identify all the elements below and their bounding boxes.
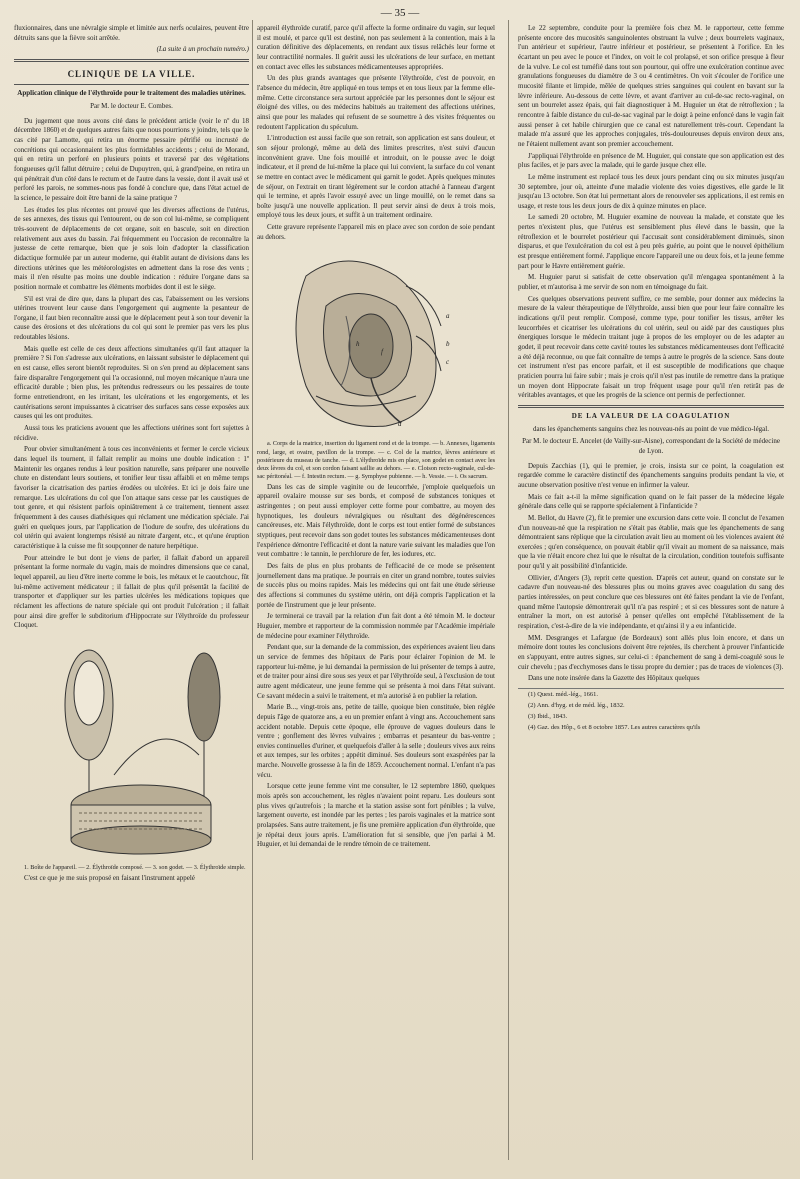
paragraph: appareil élythroïde curatif, parce qu'il affecte la forme ordinaire du vagin, sur lequel il est moulé, et parce qu'il est destiné, non pas seulement à la contention, mais à la curation définitive des déplacements, en rendant aux tissus relâchés leur forme et leur contractilité normales. Il guérit aussi les ulcérations de leur surface, en mettant en contact avec elles les substances médicamenteuses appropriées. bbox=[257, 24, 495, 71]
paragraph: Pendant que, sur la demande de la commission, des expériences avaient lieu dans un service de femmes des hôpitaux de Paris pour éclairer l'opinion de M. le rapporteur lui-même, je lui demandai la permission de lui présenter de temps à autre, et de traiter pour ainsi dire sous ses yeux et par l'élythroïde seul, à l'exclusion de tout autre agent médicateur, une jeune femme qui se présenta à moi dans l'état suivant. Ce savant médecin a suivi le traitement, et m'a autorisé à en publier la relation. bbox=[257, 643, 495, 700]
label-b: b bbox=[446, 340, 450, 349]
column-1 bbox=[14, 24, 249, 886]
paragraph: Dans une note insérée dans la Gazette des Hôpitaux quelques bbox=[528, 674, 700, 683]
paragraph: Cette gravure représente l'appareil mis en place avec son cordon de soie pendant au dehors. bbox=[257, 223, 495, 241]
article-title: DE LA VALEUR DE LA COAGULATION bbox=[571, 411, 731, 420]
footnote: (4) Gaz. des Hôp., 6 et 8 octobre 1857. Les autres caractères qu'ils bbox=[528, 723, 701, 731]
figure-caption: 1. Boîte de l'appareil. — 2. Élythroïde composé. — 3. son godet. — 3. Élythroïde simple. bbox=[24, 863, 246, 871]
label-c: c bbox=[446, 358, 450, 367]
paragraph: J'appliquai l'élythroïde en présence de M. Huguier, qui constate que son application est des plus faciles, et je pars avec la malade, qui le garde jusque chez elle. bbox=[518, 151, 784, 170]
paragraph: Ollivier, d'Angers (3), reprit cette question. D'après cet auteur, quand on constate sur le cadavre d'un nouveau-né des blessures plus ou moins graves avec coagulation du sang des parties intéressées, on peut conclure que ces blessures ont été faites pendant la vie de l'enfant, quand même l'autopsie démontrerait qu'il n'a pas respiré ; et si ces blessures sont de nature à entraîner la mort, on est autorisé à penser qu'elles ont empêché l'établissement de la respiration, c'est-à-dire de la vie indépendante, et qu'ainsi il y a eu infanticide. bbox=[518, 573, 784, 631]
divider bbox=[14, 59, 249, 62]
section-title: CLINIQUE DE LA VILLE. bbox=[67, 68, 196, 79]
instrument-engraving bbox=[19, 635, 244, 860]
anatomy-engraving bbox=[286, 246, 466, 436]
footnotes bbox=[518, 688, 784, 733]
label-h: h bbox=[356, 340, 360, 349]
paragraph: Aussi tous les praticiens avouent que les affections utérines sont fort sujettes à récidive. bbox=[14, 424, 249, 442]
paragraph: Depuis Zacchias (1), qui le premier, je crois, insista sur ce point, la coagulation est regardée comme le caractère distinctif des épanchements sanguins produits pendant la vie, et aucune observation positive n'est venue en infirmer la valeur. bbox=[518, 461, 784, 489]
article-author: Par M. le docteur E. Ancelet (de Vailly-sur-Aisne), correspondant de la Société de médecine de Lyon. bbox=[522, 437, 780, 455]
divider bbox=[14, 84, 249, 85]
footnote: (3) Ibid., 1843. bbox=[528, 712, 568, 720]
article-subtitle: dans les épanchements sanguins chez les nouveau-nés au point de vue médico-légal. bbox=[533, 424, 769, 433]
paragraph: L'introduction est aussi facile que son retrait, son application est sans douleur, et son séjour prolongé, même au delà des limites prescrites, n'est suivi d'aucun inconvénient grave. Une fois mouillé et introduit, on le pousse avec le doigt indicateur, et il prend de lui-même la place qui lui convient, la surface du col venant se mettre en contact avec le médicament qui garnit le godet. Après quelques minutes de séjour, on l'extrait en tirant légèrement sur le cordon attaché à l'anneau d'argent qui le termine, et après l'avoir essuyé avec un linge mouillé, on le remet dans sa boîte jusqu'à une nouvelle application. Il peut servir ainsi de deux à trois mois, employé tous les deux jours, et suffit à un traitement ordinaire. bbox=[257, 134, 495, 220]
column-2 bbox=[257, 24, 495, 852]
paragraph: M. Huguier parut si satisfait de cette observation qu'il m'engagea spontanément à la publier, et m'autorisa à me servir de son nom en témoignage du fait. bbox=[518, 273, 784, 292]
paragraph: Dans les cas de simple vaginite ou de leucorrhée, j'emploie quelquefois un appareil ovalaire mousse sur ses bords, et composé de substances toniques et astringentes ; on peut aussi employer cette forme pour combattre, au moyen des hypnotiques, les douleurs névralgiques ou résultant des dégénérescences cancéreuses, etc. Mais l'élythroïde, dont le corps est tout entier formé de substances styptiques, peut recevoir dans son godet toutes les substances médicamenteuses dont l'expérience démontre l'efficacité et dont la nature varie suivant les maladies que l'on veut combattre : le tannin, le perchlorure de fer, les iodures, etc. bbox=[257, 482, 495, 559]
column-rule bbox=[508, 20, 509, 1160]
paragraph: Des faits de plus en plus probants de l'efficacité de ce mode se présentent journellement dans ma pratique. Je pourrais en citer un grand nombre, toutes suivies de succès plus ou moins rapides. Mais les médecins qui ont fait une étude sérieuse des affections si communes du système utérin, ont déjà compris l'application et la portée de l'instrument que je leur présente. bbox=[257, 562, 495, 609]
paragraph: Lorsque cette jeune femme vint me consulter, le 12 septembre 1860, quelques mois après son accouchement, les règles n'avaient point reparu. Les douleurs sont plus vives qu'autrefois ; la marche et la station assise sont fort pénibles ; la vulve, largement ouverte, est inondée par les pertes ; les parois vaginales et la matrice sont prolapsées. Sans autre traitement, je fis une première application d'un élythroïde, que je répétai deux jours après. L'amélioration fut si sensible, que j'en parlai à M. Huguier, et lui demandai de le rendre témoin de ce traitement. bbox=[257, 782, 496, 849]
figure-caption: a. Corps de la matrice, insertion du ligament rond et de la trompe. — b. Annexes, ligaments rond, large, et ovaire, pavillon de la trompe. — c. Col de la matrice, lèvres antérieure et postérieure du museau de tanche. — d. L'élythroïde mis en place, son godet en contact avec les deux lèvres du col, et son cordon faisant saillie au dehors. — e. Cloison recto-vaginale, cul-de-sac péritonéal. — f. Intestin rectum. — g. Symphyse pubienne. — h. Vessie. — i. Os sacrum. bbox=[257, 440, 495, 480]
paragraph: Marie B..., vingt-trois ans, petite de taille, quoique bien constituée, bien réglée depuis l'âge de quatorze ans, a eu un premier enfant à vingt ans. Accouchement sans accident notable. Depuis cette époque, elle éprouve de vagues douleurs dans le ventre ; gonflement des lèvres vulvaires ; embarras et pesanteur du bas-ventre ; envies continuelles d'uriner, et quelquefois d'aller à la selle ; douleurs vives aux reins et aux tempes, sur les orbites ; appétit diminué. Ses douleurs sont exaspérées par la marche. Nouvelle grossesse à la fin de 1859. Accouchement normal. L'enfant n'a pas vécu. bbox=[257, 703, 495, 779]
article-title: Application clinique de l'élythroïde pour le traitement des maladies utérines. bbox=[17, 89, 246, 98]
footnote: (2) Ann. d'hyg. et de méd. lég., 1832. bbox=[528, 701, 625, 709]
column-3 bbox=[518, 24, 784, 735]
divider bbox=[518, 405, 784, 408]
label-d: d bbox=[398, 420, 402, 429]
footnote: (1) Quest. méd.-lég., 1661. bbox=[528, 691, 599, 698]
paragraph: Pour obvier simultanément à tous ces inconvénients et fermer le cercle vicieux dans lequel ils tournent, il fallait remplir au moins une double indication : 1º Maintenir les organes rendus à leur position naturelle, sans préparer une nouvelle chute en distendant leurs soutiens, et tonifier leur tissu affaibli et en même temps favoriser la cicatrisation des parties érodées ou ulcérées. Et ici je dois faire une remarque. Les ulcérations du col que l'on attaque sans cesse par les caustiques de tout genre, et qui résistent parfois opiniâtrement à ce traitement, tiennent assez fréquemment à des causes diathésiques qui réclament une médication spéciale. J'ai guéri en quelques jours, par l'application de l'iodure de soufre, des ulcérations du col utérin qui avaient longtemps résisté au nitrate d'argent, etc., et qu'une éruption caractéristique à la cuisse me fit soupçonner de nature herpétique. bbox=[14, 445, 249, 550]
paragraph: Je terminerai ce travail par la relation d'un fait dont a été témoin M. le docteur Huguier, membre et rapporteur de la commission nommée par l'Académie impériale de médecine pour examiner l'élythroïde. bbox=[257, 612, 495, 640]
paragraph: Mais ce fait a-t-il la même signification quand on le fait passer de la médecine légale générale dans celle qui se rapporte spécialement à l'infanticide ? bbox=[518, 492, 784, 511]
paragraph: Un des plus grands avantages que présente l'élythroïde, c'est de pouvoir, en l'absence du médecin, être appliqué en tous temps et en tous lieux par la femme elle-même. Cette circonstance sera surtout appréciée par les personnes dont le séjour est éloigné des villes, ou des médecins habitués au traitement des affections utérines, ainsi que pour les malades qui refusent de se soumettre à des visites fréquentes ou redoutent l'application du spéculum. bbox=[257, 74, 495, 131]
paragraph: Les études les plus récentes ont prouvé que les diverses affections de l'utérus, de ses annexes, des tissus qui l'entourent, ou de son col lui-même, se compliquent très-souvent de déplacements de cet organe, soit en bascule, soit en direction relativement aux axes du bassin. J'ai fréquemment eu l'occasion de reconnaître la justesse de cette remarque, bien que je sois loin d'adopter la classification didactique formulée par un auteur moderne, qui établit autant de divisions dans les directions utérines que les météorologistes en admettent dans la rose des vents ; mais il n'en résulte pas moins une double indication : réduire l'organe dans sa position normale et combattre les éléments morbides dont il est le siège. bbox=[14, 205, 249, 291]
paragraph: C'est ce que je me suis proposé en faisant l'instrument appelé bbox=[24, 873, 195, 882]
article-author: Par M. le docteur E. Combes. bbox=[90, 102, 173, 111]
paragraph: Le même instrument est replacé tous les deux jours pendant cinq ou six minutes jusqu'au 30 septembre, jour où, atteinte d'une maladie violente des voies digestives, elle garde le lit jusqu'au 13 octobre. Son état lui permettant alors de renouveler ses applications, il est remis en usage, et reste tous les deux jours de dix à quinze minutes en place. bbox=[518, 172, 784, 210]
paragraph: S'il est vrai de dire que, dans la plupart des cas, l'abaissement ou les versions utérines trouvent leur cause dans l'engorgement qui augmente la pesanteur de l'organe, il faut bien reconnaître aussi que le déplacement peut à son tour devenir la cause des érosions et des ulcérations du col qui sont le premier pas vers les plus redoutables lésions. bbox=[14, 294, 249, 342]
to-be-continued: (La suite à un prochain numéro.) bbox=[156, 45, 249, 54]
column-rule bbox=[252, 20, 253, 1160]
paragraph: Du jugement que nous avons cité dans le précédent article (voir le nº du 18 décembre 1860) et de quelques autres faits que nous pourrions y joindre, tels que le cas cité par Lamotte, qui retira un énorme pessaire pétrifié ou incrusté de concrétions qui occasionnaient les plus formidables accidents ; celui de Morand, qui en retira un perforé en plusieurs points et traversé par des végétations fongueuses qu'il fallut détruire ; celui de Dupuytren, qui, à grand'peine, en retira un qui pénétrait d'un côté dans le rectum et de l'autre dans la vessie, dont il avait usé et perforé les parois, ne sommes-nous pas fondé à conclure que, dans l'état actuel de la science, le pessaire doit être banni de la saine pratique ? bbox=[14, 116, 249, 202]
paragraph: fluxionnaires, dans une névralgie simple et limitée aux nerfs oculaires, peuvent être détruits sans que la fièvre soit arrêtée. bbox=[14, 24, 249, 42]
label-a: a bbox=[446, 312, 450, 321]
page-number: — 35 — bbox=[380, 7, 420, 19]
paragraph: MM. Desgranges et Lafargue (de Bordeaux) sont allés plus loin encore, et dans un mémoire dont toutes les conclusions doivent être rejetées, ils cherchent à prouver l'infanticide en s'appuyant, entre autres signes, sur celui-ci : épanchement de sang à demi-coagulé sous le cuir chevelu ; pas d'ecchymoses dans le tissu propre du dernier ; pas de traces de violences (3). bbox=[518, 633, 784, 671]
paragraph: Mais quelle est celle de ces deux affections simultanées qu'il faut attaquer la première ? Si l'on s'adresse aux ulcérations, en laissant subsister le déplacement qui en est cause, elles seront bientôt reproduites. Si on s'en prend au déplacement sans faire disparaître l'engorgement qui l'a occasionné, nul moyen mécanique n'aura une efficacité durable ; bien plus, les prétendus redresseurs ou les pessaires de toute forme entretiendront, en les irritant, les ulcérations et les engorgements, et les cautérisations seront impuissantes à cicatriser des surfaces sans cesse exposées aux causes qui les ont produites. bbox=[14, 344, 249, 421]
paragraph: Pour atteindre le but dont je viens de parler, il fallait d'abord un appareil présentant la forme normale du vagin, mais de moindres dimensions que ce canal, lequel appareil, au lieu d'être inerte comme le bois, les métaux et le caoutchouc, fût lui-même activement médicateur ; il fallait de plus qu'il présentât la facilité de transporter et d'appliquer sur les parties ulcérées les médications topiques que réclament les affections de nature spéciale qui ont produit l'ulcération ; il fallait pour ainsi dire greffer le subditorium d'Hippocrate sur l'élythroïde du professeur Cloquet. bbox=[14, 553, 249, 630]
paragraph: M. Bellot, du Havre (2), fit le premier une excursion dans cette voie. Il conclut de l'examen d'un nouveau-né que la respiration ne s'était pas établie, mais que les épanchements de sang démontraient sans réplique que la circulation avait lieu au moment où les violences avaient été exercées ; qu'en conséquence, on pouvait établir qu'il vivait au moment de sa naissance, mais que la vie n'était encore chez lui que le résultat de la circulation, condition toutefois suffisante pour qu'il y ait possibilité d'infanticide. bbox=[518, 513, 784, 571]
label-f: f bbox=[381, 348, 383, 357]
paragraph: Le 22 septembre, conduite pour la première fois chez M. le rapporteur, cette femme présente encore des mucosités sanguinolentes obstruant la vulve ; deux bourrelets vaginaux, l'un antérieur et supérieur, l'autre inférieur et postérieur, se présentent à l'orifice. En les écartant un peu avec le pouce et l'index, on voit le col prolapsé, et son orifice presque à fleur de la vulve. Le col est tuméfié dans tout son pourtour, qui offre une exulcération continue avec granulations fongueuses du diamètre de 3 ou 4 centimètres. On voit s'écouler de l'orifice une mucosité filante et limpide, mêlée de quelques stries sanguines qui coulent en bavant sur la lèvre inférieure. Au-dessous de cette lèvre, et avant d'arriver au cul-de-sac recto-vaginal, on sent un bourrelet assez épais, qui fait diagnostiquer à M. Huguier un état de rétroflexion ; la rencontre à faible distance du cul-de-sac vaginal par le doigt à peine enfoncé dans le vagin fait aussi penser à cet habile chirurgien que ce canal est naturellement très-court. Cependant la malade m'a assuré que les approches conjugales, très-douloureuses depuis environ deux ans, ne l'étaient nullement avant son premier accouchement. bbox=[518, 24, 784, 148]
paragraph: Ces quelques observations peuvent suffire, ce me semble, pour donner aux médecins la mesure de la valeur thérapeutique de l'élythroïde, aussi bien que pour leur faire connaître les indications qu'il peut remplir. Composé, comme type, pour tonifier les tissus, arrêter les leucorrhées et cicatriser les ulcérations du col utérin, seul ou aidé par des caustiques plus énergiques lorsque le médecin traitant juge à propos de les employer ou de les adapter au godet, il peut recevoir dans cette cavité toutes les substances médicamenteuses dont l'efficacité a été déjà reconnue, ou que fait connaître de temps à autre le progrès de la science. Sans doute cet instrument n'est pas encore parfait, et il est susceptible de modifications que chaque praticien pourra lui faire subir ; mais je crois qu'il n'est pas inutile de remettre dans la pratique un moyen dont Hippocrate faisait un trop fréquent usage pour qu'il n'en retirât pas de véritables avantages, et que les progrès de la science ont permis de perfectionner. bbox=[518, 294, 784, 400]
paragraph: Le samedi 20 octobre, M. Huguier examine de nouveau la malade, et constate que les pertes n'existent plus, que l'utérus est sensiblement plus élevé dans le bassin, que la rétroflexion et le bourrelet postérieur qui l'accusait sont considérablement diminués, sinon disparus, et que l'exulcération du col est à peu près guérie, au point que le nouvel épithélium est presque entièrement formé. J'applique encore l'appareil une ou deux fois, et la jeune femme part pour le Havre entièrement guérie. bbox=[518, 213, 784, 270]
